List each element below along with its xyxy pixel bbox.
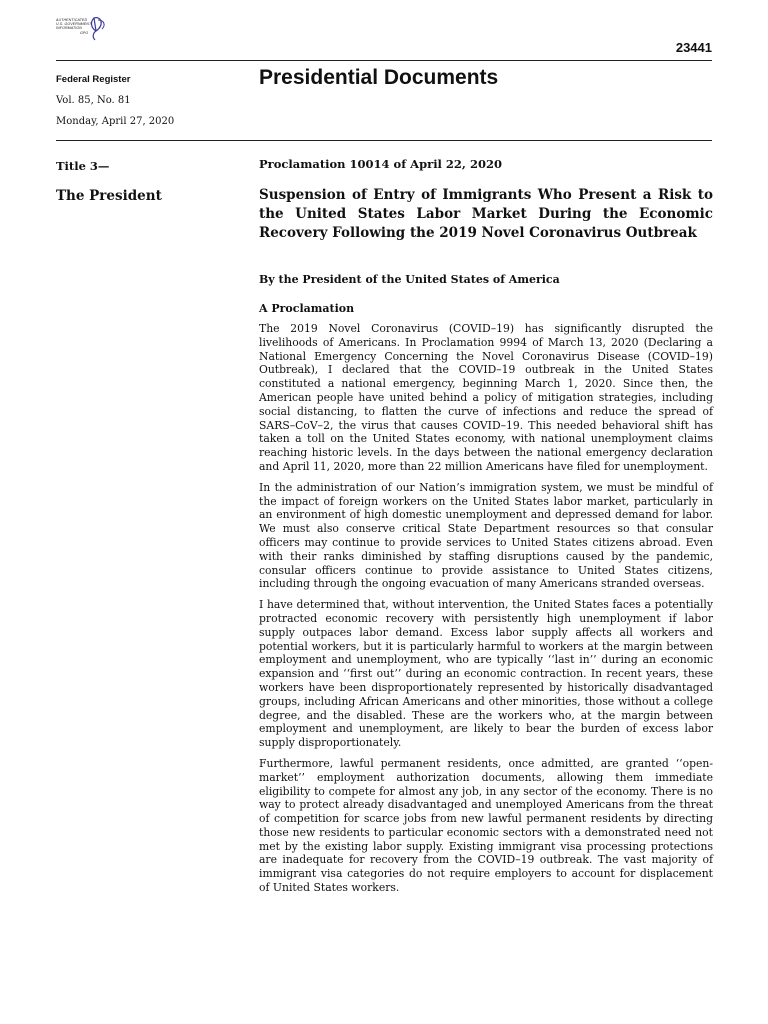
- logo-line: U.S. GOVERNMENT: [56, 22, 92, 27]
- section-rule: [56, 140, 712, 141]
- proclamation-title: Suspension of Entry of Immigrants Who Present a Risk to the United States Labor Market During the Economic Recovery Following the 2019 Novel Coronavirus Outbreak: [259, 187, 713, 241]
- title-label: Title 3—: [56, 159, 110, 173]
- proclamation-number: Proclamation 10014 of April 22, 2020: [259, 157, 502, 171]
- logo-line: INFORMATION: [56, 26, 82, 31]
- header-rule: [56, 60, 712, 61]
- body-paragraph: The 2019 Novel Coronavirus (COVID–19) has significantly disrupted the livelihoods of Americans. In Proclamation 9994 of March 13, 2020 (Declaring a National Emergency Concerning the Novel Coronavirus Disease (COVID–19) Outbreak), I declared that the COVID–19 outbreak in the United States constituted a national emergency, beginning March 1, 2020. Since then, the American people have united behind a policy of mitigation strategies, including social distancing, to flatten the curve of infections and reduce the spread of SARS–CoV–2, the virus that causes COVID–19. This needed behavioral shift has taken a toll on the United States economy, with national unemployment claims reaching historic levels. In the days between the national emergency declaration and April 11, 2020, more than 22 million Americans have filed for unemployment.: [259, 322, 713, 473]
- publication-date: Monday, April 27, 2020: [56, 116, 175, 127]
- logo-line: AUTHENTICATED: [56, 18, 88, 22]
- by-line: By the President of the United States of America: [259, 273, 560, 286]
- section-title: Presidential Documents: [259, 66, 499, 89]
- document-body: [259, 322, 713, 902]
- page-number: 23441: [675, 40, 712, 55]
- volume-number: Vol. 85, No. 81: [56, 95, 131, 106]
- body-paragraph: I have determined that, without intervention, the United States faces a potentially protracted economic recovery with persistently high unemployment if labor supply outpaces labor demand. Excess labor supply affects all workers and potential workers, but it is particularly harmful to workers at the margin between employment and unemployment, who are typically ‘‘last in’’ during an economic expansion and ‘‘first out’’ during an economic contraction. In recent years, these workers have been disproportionately represented by historically disadvantaged groups, including African Americans and other minorities, those without a college degree, and the disabled. These are the workers who, at the margin between employment and unemployment, are likely to bear the burden of excess labor supply disproportionately.: [259, 598, 713, 750]
- publication-name: Federal Register: [56, 74, 131, 85]
- gpo-authentication-logo: [56, 14, 106, 44]
- proclamation-heading: A Proclamation: [259, 302, 355, 315]
- logo-line: GPO: [80, 30, 89, 35]
- title-subtitle: The President: [56, 188, 162, 204]
- body-paragraph: Furthermore, lawful permanent residents, once admitted, are granted ‘‘open-market’’ employment authorization documents, allowing them immediate eligibility to compete for almost any job, in any sector of the economy. There is no way to protect already disadvantaged and unemployed Americans from the threat of competition for scarce jobs from new lawful permanent residents by directing those new residents to particular economic sectors with a demonstrated need not met by the existing labor supply. Existing immigrant visa processing protections are inadequate for recovery from the COVID–19 outbreak. The vast majority of immigrant visa categories do not require employers to account for displacement of United States workers.: [259, 756, 713, 895]
- body-paragraph: In the administration of our Nation’s immigration system, we must be mindful of the impact of foreign workers on the United States labor market, particularly in an environment of high domestic unemployment and depressed demand for labor. We must also conserve critical State Department resources so that consular officers may continue to provide services to United States citizens abroad. Even with their ranks diminished by staffing disruptions caused by the pandemic, consular officers continue to provide assistance to United States citizens, including through the ongoing evacuation of many Americans stranded overseas.: [259, 480, 713, 591]
